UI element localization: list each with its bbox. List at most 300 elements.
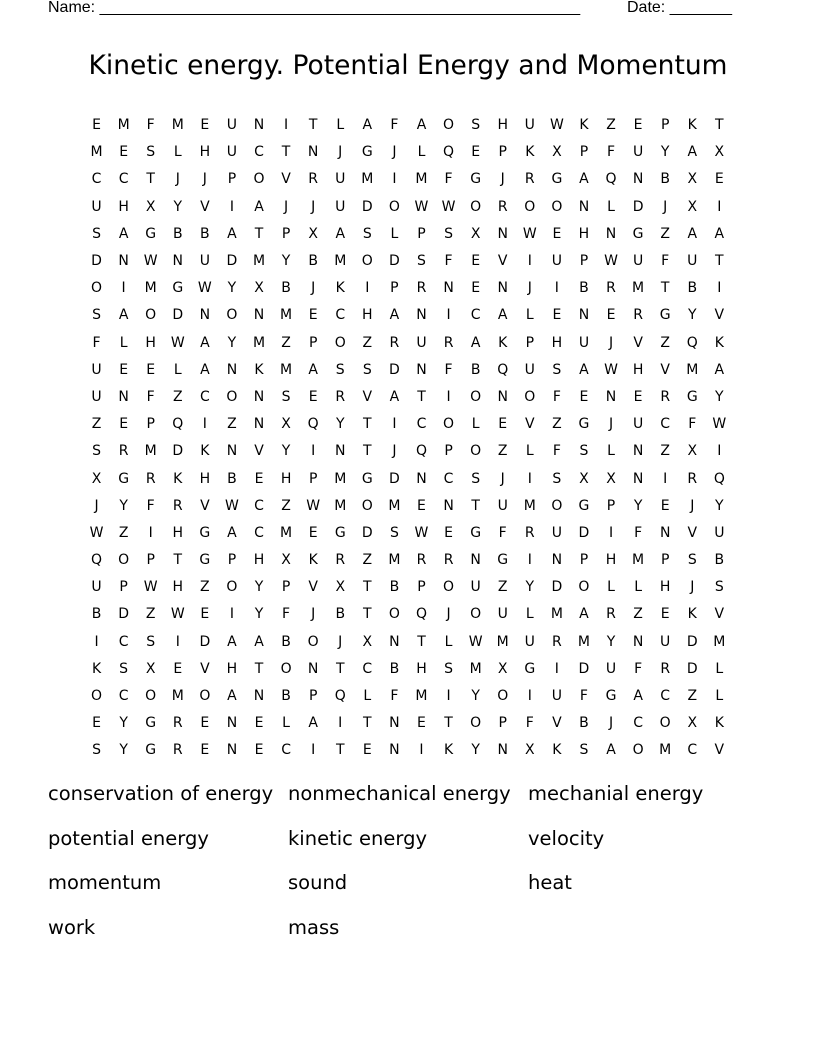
grid-letter: T [417, 388, 426, 405]
grid-letter: O [497, 688, 509, 705]
grid-letter: Y [119, 742, 128, 759]
grid-letter: N [253, 307, 265, 324]
grid-letter: R [687, 470, 698, 487]
grid-letter: L [417, 144, 426, 161]
grid-letter: O [91, 688, 103, 705]
grid-letter: I [365, 280, 370, 297]
grid-letter: N [497, 742, 508, 759]
grid-letter: Z [118, 524, 129, 541]
grid-letter: F [552, 443, 561, 460]
grid-row [83, 493, 733, 520]
grid-letter: W [549, 117, 564, 134]
grid-letter: G [470, 524, 482, 541]
grid-letter: D [172, 307, 184, 324]
grid-letter: R [389, 334, 400, 351]
grid-letter: H [172, 524, 184, 541]
grid-letter: C [660, 688, 671, 705]
grid-letter: I [311, 443, 316, 460]
grid-letter: W [414, 524, 429, 541]
grid-letter: W [604, 361, 618, 378]
grid-letter: L [119, 334, 128, 351]
grid-letter: B [714, 552, 725, 569]
grid-letter: R [145, 470, 156, 487]
grid-letter: U [91, 579, 102, 596]
grid-letter: J [202, 171, 207, 188]
grid-letter: S [362, 225, 372, 242]
grid-letter: Q [415, 443, 427, 460]
grid-letter: F [525, 715, 534, 732]
grid-letter: A [227, 524, 237, 541]
grid-letter: W [197, 280, 212, 297]
grid-letter: C [254, 144, 264, 161]
grid-letter: C [416, 416, 427, 433]
grid-letter: Q [415, 606, 427, 623]
grid-letter: H [199, 144, 211, 161]
grid-letter: L [444, 633, 453, 650]
grid-letter: I [717, 443, 722, 460]
grid-letter: N [632, 443, 644, 460]
grid-letter: D [632, 198, 644, 215]
grid-letter: E [471, 144, 481, 161]
grid-letter: P [579, 144, 589, 161]
grid-letter: U [91, 361, 102, 378]
grid-letter: B [660, 171, 670, 188]
grid-letter: G [659, 307, 671, 324]
grid-letter: O [443, 416, 455, 433]
grid-letter: R [660, 660, 671, 677]
grid-letter: H [632, 361, 644, 378]
grid-letter: M [523, 497, 536, 514]
grid-letter: D [361, 198, 373, 215]
grid-letter: C [362, 660, 373, 677]
grid-letter: K [714, 334, 724, 351]
grid-letter: Z [200, 579, 210, 596]
grid-letter: S [389, 524, 399, 541]
grid-letter: E [200, 715, 210, 732]
grid-letter: N [578, 307, 590, 324]
grid-letter: G [605, 688, 617, 705]
grid-letter: R [172, 742, 183, 759]
grid-letter: U [335, 198, 346, 215]
grid-letter: H [659, 579, 671, 596]
grid-letter: O [470, 715, 482, 732]
grid-letter: B [687, 280, 698, 297]
grid-letter: X [145, 198, 156, 215]
grid-letter: I [229, 198, 234, 215]
grid-letter: K [308, 552, 318, 569]
grid-letter: Z [281, 334, 291, 351]
grid-letter: S [92, 443, 101, 460]
grid-letter: T [444, 715, 453, 732]
grid-letter: G [145, 742, 157, 759]
grid-letter: R [443, 552, 454, 569]
grid-letter: P [227, 552, 237, 569]
grid-letter: U [497, 497, 508, 514]
grid-letter: P [227, 171, 237, 188]
grid-letter: N [118, 388, 129, 405]
grid-letter: G [632, 225, 644, 242]
grid-letter: Q [497, 361, 509, 378]
grid-letter: C [91, 171, 102, 188]
grid-letter: P [660, 552, 670, 569]
grid-row [83, 248, 733, 275]
grid-letter: O [118, 552, 130, 569]
grid-letter: N [335, 443, 346, 460]
grid-letter: O [145, 307, 157, 324]
grid-letter: V [200, 497, 210, 514]
grid-letter: D [389, 253, 400, 270]
grid-letter: X [281, 416, 291, 433]
grid-letter: Y [119, 715, 128, 732]
grid-letter: O [253, 171, 265, 188]
grid-letter: Z [633, 606, 643, 623]
grid-letter: T [660, 280, 670, 297]
grid-letter: J [608, 334, 614, 351]
grid-letter: N [470, 552, 481, 569]
grid-letter: N [659, 524, 671, 541]
grid-letter: V [497, 253, 508, 270]
grid-letter: A [118, 307, 129, 324]
grid-letter: T [715, 253, 724, 270]
grid-letter: A [227, 633, 237, 650]
grid-letter: G [199, 552, 211, 569]
grid-letter: O [307, 633, 319, 650]
grid-letter: T [363, 715, 372, 732]
grid-letter: N [226, 443, 238, 460]
grid-letter: A [579, 171, 589, 188]
grid-letter: A [389, 388, 400, 405]
grid-letter: R [606, 606, 616, 623]
grid-letter: B [172, 225, 183, 242]
grid-letter: T [471, 497, 480, 514]
grid-letter: L [363, 688, 372, 705]
grid-letter: U [91, 388, 102, 405]
grid-letter: R [308, 171, 319, 188]
grid-letter: P [525, 334, 535, 351]
grid-row [83, 357, 733, 384]
word-list-item: nonmechanical energy [288, 782, 511, 805]
grid-letter: O [388, 606, 400, 623]
grid-letter: Y [687, 307, 697, 324]
grid-letter: Z [606, 117, 616, 134]
grid-row [83, 547, 733, 574]
grid-letter: V [714, 742, 725, 759]
grid-letter: N [389, 715, 400, 732]
grid-letter: Z [660, 225, 670, 242]
grid-row [83, 112, 733, 139]
grid-letter: K [335, 280, 345, 297]
grid-letter: J [392, 443, 397, 460]
grid-letter: E [444, 524, 453, 541]
grid-letter: Z [497, 579, 508, 596]
grid-letter: M [415, 171, 428, 188]
grid-letter: M [361, 171, 374, 188]
grid-letter: J [446, 606, 451, 623]
grid-letter: Z [497, 443, 508, 460]
grid-letter: V [281, 171, 291, 188]
grid-letter: T [363, 416, 372, 433]
grid-letter: E [362, 742, 372, 759]
grid-letter: N [199, 307, 211, 324]
grid-letter: M [252, 253, 266, 270]
grid-letter: U [660, 633, 671, 650]
grid-letter: I [175, 633, 180, 650]
grid-letter: O [388, 198, 400, 215]
grid-letter: F [634, 660, 643, 677]
grid-letter: D [686, 633, 698, 650]
grid-letter: W [468, 633, 483, 650]
grid-row [83, 601, 733, 628]
grid-letter: K [579, 117, 589, 134]
grid-letter: B [200, 225, 210, 242]
grid-letter: N [226, 742, 238, 759]
grid-letter: Z [362, 552, 373, 569]
grid-letter: A [227, 688, 237, 705]
grid-letter: R [172, 715, 183, 732]
word-list-item: sound [288, 871, 348, 894]
grid-letter: L [471, 416, 480, 433]
grid-letter: C [118, 688, 129, 705]
grid-letter: I [446, 688, 451, 705]
grid-letter: E [119, 361, 129, 378]
grid-letter: E [254, 742, 264, 759]
grid-letter: T [715, 117, 724, 134]
grid-letter: O [199, 688, 211, 705]
grid-letter: E [471, 280, 481, 297]
grid-letter: P [146, 416, 155, 433]
grid-letter: N [497, 388, 508, 405]
grid-letter: V [714, 606, 725, 623]
letter-grid [83, 112, 733, 765]
grid-letter: A [200, 361, 210, 378]
grid-letter: L [525, 307, 534, 324]
grid-letter: E [417, 497, 426, 514]
grid-letter: I [311, 742, 316, 759]
grid-letter: O [443, 579, 455, 596]
grid-letter: C [687, 742, 698, 759]
grid-letter: N [307, 660, 319, 677]
grid-letter: E [200, 742, 210, 759]
grid-letter: U [335, 171, 346, 188]
grid-letter: K [714, 715, 724, 732]
grid-letter: E [200, 606, 210, 623]
grid-letter: T [363, 443, 372, 460]
grid-letter: M [280, 307, 293, 324]
grid-letter: K [525, 144, 535, 161]
grid-letter: A [687, 144, 698, 161]
grid-letter: L [715, 660, 724, 677]
grid-letter: M [117, 117, 130, 134]
grid-letter: F [390, 688, 399, 705]
grid-letter: S [119, 660, 129, 677]
grid-letter: Y [119, 497, 128, 514]
grid-letter: Y [715, 497, 724, 514]
grid-letter: I [527, 253, 532, 270]
grid-letter: C [199, 388, 210, 405]
grid-letter: F [146, 117, 155, 134]
grid-letter: C [470, 307, 481, 324]
grid-letter: E [308, 524, 318, 541]
grid-letter: Q [605, 171, 617, 188]
grid-letter: H [551, 334, 563, 351]
grid-letter: Z [172, 388, 183, 405]
grid-letter: N [389, 742, 400, 759]
grid-letter: C [254, 524, 264, 541]
grid-letter: A [714, 225, 725, 242]
grid-letter: E [552, 307, 562, 324]
grid-letter: G [145, 225, 157, 242]
grid-letter: F [634, 524, 643, 541]
grid-letter: I [284, 117, 289, 134]
grid-letter: Q [334, 688, 346, 705]
grid-letter: Y [335, 416, 345, 433]
grid-letter: R [497, 198, 508, 215]
grid-letter: N [632, 633, 644, 650]
grid-letter: F [444, 361, 453, 378]
grid-letter: U [497, 606, 508, 623]
grid-letter: H [226, 660, 238, 677]
grid-letter: X [335, 579, 346, 596]
grid-letter: W [170, 334, 185, 351]
grid-letter: N [632, 470, 644, 487]
grid-letter: X [308, 225, 318, 242]
grid-letter: O [470, 443, 482, 460]
grid-letter: E [714, 171, 724, 188]
grid-letter: F [146, 497, 155, 514]
grid-letter: A [416, 117, 427, 134]
grid-letter: T [254, 225, 264, 242]
grid-letter: F [282, 606, 291, 623]
grid-letter: J [311, 280, 316, 297]
grid-letter: S [444, 225, 453, 242]
grid-letter: Y [660, 144, 670, 161]
grid-letter: B [470, 361, 481, 378]
grid-letter: U [578, 334, 590, 351]
grid-letter: H [362, 307, 373, 324]
grid-letter: M [713, 633, 726, 650]
grid-letter: A [497, 307, 508, 324]
grid-letter: M [171, 688, 184, 705]
grid-letter: O [145, 688, 157, 705]
grid-letter: E [498, 416, 508, 433]
grid-letter: G [118, 470, 130, 487]
grid-letter: R [118, 443, 129, 460]
grid-letter: Q [686, 334, 698, 351]
grid-letter: O [524, 198, 536, 215]
grid-letter: C [335, 307, 346, 324]
grid-letter: O [470, 388, 482, 405]
grid-letter: U [714, 524, 725, 541]
grid-letter: P [308, 688, 318, 705]
grid-letter: Y [606, 633, 616, 650]
grid-letter: P [281, 579, 291, 596]
grid-row [83, 166, 733, 193]
grid-letter: N [389, 633, 400, 650]
grid-letter: G [497, 552, 509, 569]
grid-letter: R [660, 388, 671, 405]
grid-letter: P [417, 579, 426, 596]
grid-letter: M [415, 688, 428, 705]
grid-letter: E [146, 361, 156, 378]
grid-letter: H [280, 470, 292, 487]
grid-letter: K [91, 660, 102, 677]
grid-letter: N [605, 388, 617, 405]
grid-letter: L [282, 715, 290, 732]
grid-letter: L [525, 443, 534, 460]
grid-letter: E [308, 307, 318, 324]
grid-letter: Y [525, 579, 535, 596]
grid-letter: V [687, 524, 698, 541]
grid-letter: H [172, 579, 184, 596]
grid-letter: E [119, 416, 129, 433]
grid-letter: E [417, 715, 426, 732]
word-list-item: heat [528, 871, 572, 894]
grid-letter: M [171, 117, 184, 134]
grid-letter: U [632, 416, 644, 433]
grid-letter: M [280, 524, 293, 541]
grid-letter: V [362, 388, 373, 405]
grid-letter: G [470, 171, 482, 188]
grid-letter: S [714, 579, 724, 596]
grid-letter: I [392, 416, 397, 433]
grid-letter: W [712, 416, 727, 433]
grid-letter: S [92, 307, 101, 324]
grid-letter: C [443, 470, 454, 487]
grid-letter: F [444, 253, 453, 270]
grid-letter: L [607, 443, 615, 460]
grid-letter: A [633, 688, 643, 705]
grid-letter: Z [281, 497, 291, 514]
grid-letter: F [606, 144, 616, 161]
grid-letter: D [686, 660, 698, 677]
grid-letter: N [416, 307, 427, 324]
word-list-item: mechanial energy [528, 782, 704, 805]
grid-letter: V [254, 443, 264, 460]
grid-letter: P [579, 552, 589, 569]
grid-letter: N [253, 416, 265, 433]
grid-letter: E [552, 225, 562, 242]
grid-letter: K [687, 606, 697, 623]
grid-letter: T [363, 606, 372, 623]
grid-letter: C [633, 715, 643, 732]
grid-letter: B [335, 606, 346, 623]
grid-letter: G [334, 524, 346, 541]
grid-letter: T [308, 117, 318, 134]
grid-letter: O [361, 497, 373, 514]
grid-letter: I [527, 470, 532, 487]
grid-row [83, 194, 733, 221]
grid-letter: M [577, 633, 590, 650]
grid-letter: Y [254, 606, 264, 623]
grid-letter: M [334, 253, 347, 270]
grid-letter: M [632, 552, 645, 569]
grid-letter: M [252, 334, 266, 351]
word-list-item: kinetic energy [288, 826, 427, 850]
grid-letter: J [284, 198, 289, 215]
grid-letter: P [146, 552, 155, 569]
grid-letter: C [660, 416, 671, 433]
grid-letter: S [552, 361, 562, 378]
grid-letter: N [632, 171, 644, 188]
word-list-item: conservation of energy [48, 782, 274, 805]
grid-letter: D [118, 606, 129, 623]
grid-letter: A [335, 225, 346, 242]
grid-letter: E [633, 117, 643, 134]
grid-letter: M [334, 470, 347, 487]
date-field-label: Date: _______ [627, 0, 732, 16]
grid-letter: B [281, 688, 291, 705]
grid-letter: Y [715, 388, 724, 405]
